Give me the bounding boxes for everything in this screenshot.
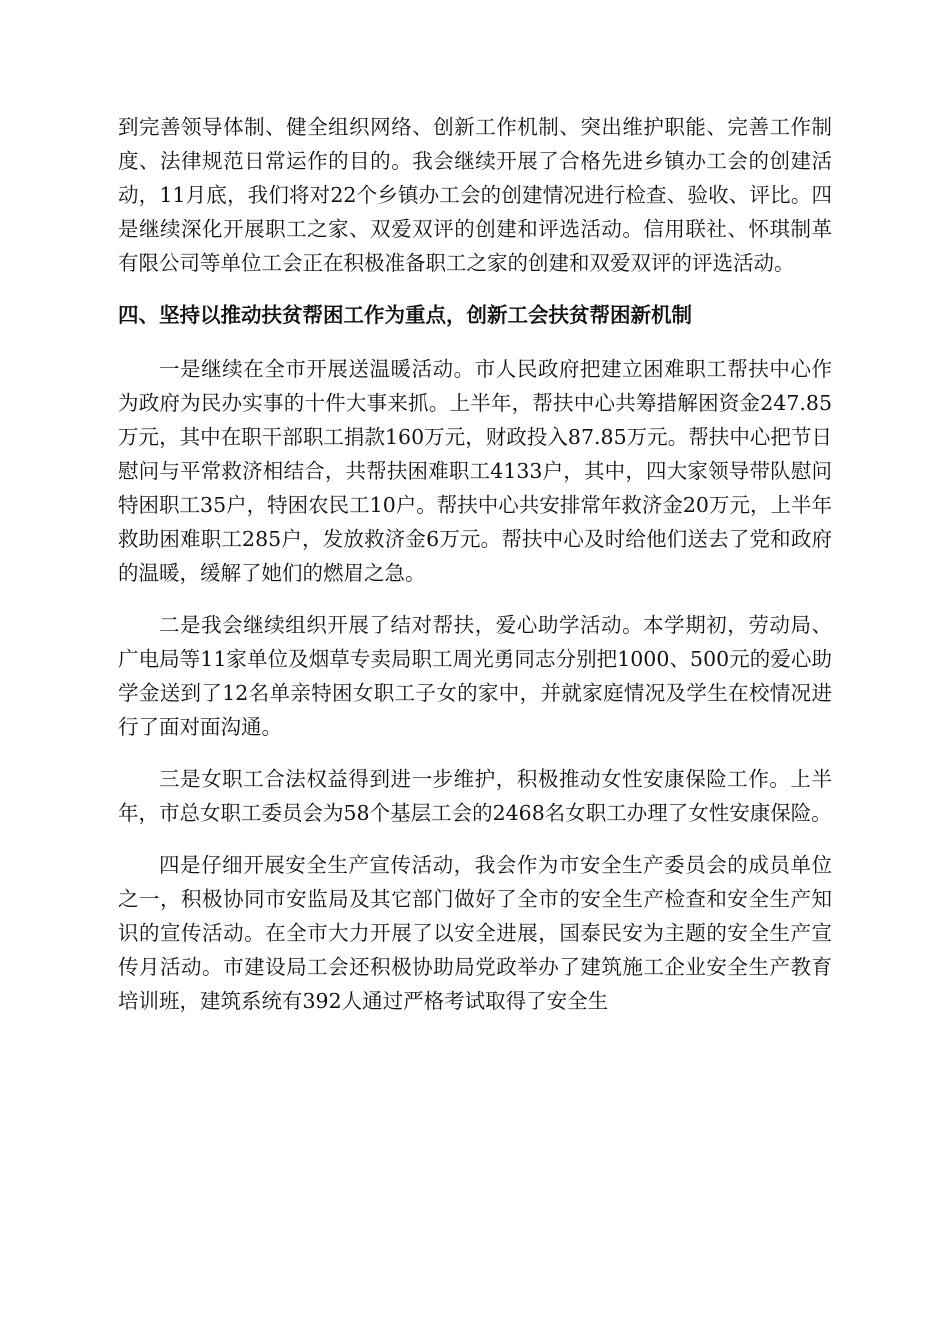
body-paragraph: 二是我会继续组织开展了结对帮扶，爱心助学活动。本学期初，劳动局、广电局等11家单位及烟草专卖局职工周光勇同志分别把1000、500元的爱心助学金送到了12名单亲特困女职工子女的家中，并就家庭情况及学生在校情况进行了面对面沟通。 [118, 613, 832, 739]
body-paragraph: 到完善领导体制、健全组织网络、创新工作机制、突出维护职能、完善工作制度、法律规范日常运作的目的。我会继续开展了合格先进乡镇办工会的创建活动，11月底，我们将对22个乡镇办工会的创建情况进行检查、验收、评比。四是继续深化开展职工之家、双爱双评的创建和评选活动。信用联社、怀琪制革有限公司等单位工会正在积极准备职工之家的创建和双爱双评的评选活动。 [118, 115, 832, 275]
body-paragraph: 一是继续在全市开展送温暖活动。市人民政府把建立困难职工帮扶中心作为政府为民办实事的十件大事来抓。上半年，帮扶中心共筹措解困资金247.85万元，其中在职干部职工捐款160万元，财政投入87.85万元。帮扶中心把节日慰问与平常救济相结合，共帮扶困难职工4133户，其中，四大家领导带队慰问特困职工35户，特困农民工10户。帮扶中心共安排常年救济金20万元，上半年救助困难职工285户，发放救济金6万元。帮扶中心及时给他们送去了党和政府的温暖，缓解了她们的燃眉之急。 [118, 357, 832, 585]
section-heading: 四、坚持以推动扶贫帮困工作为重点，创新工会扶贫帮困新机制 [118, 303, 692, 327]
body-paragraph: 四是仔细开展安全生产宣传活动，我会作为市安全生产委员会的成员单位之一，积极协同市安监局及其它部门做好了全市的安全生产检查和安全生产知识的宣传活动。在全市大力开展了以安全进展，国泰民安为主题的安全生产宣传月活动。市建设局工会还积极协助局党政举办了建筑施工企业安全生产教育培训班，建筑系统有392人通过严格考试取得了安全生 [118, 853, 832, 1013]
body-paragraph: 三是女职工合法权益得到进一步维护，积极推动女性安康保险工作。上半年，市总女职工委员会为58个基层工会的2468名女职工办理了女性安康保险。 [118, 767, 832, 825]
